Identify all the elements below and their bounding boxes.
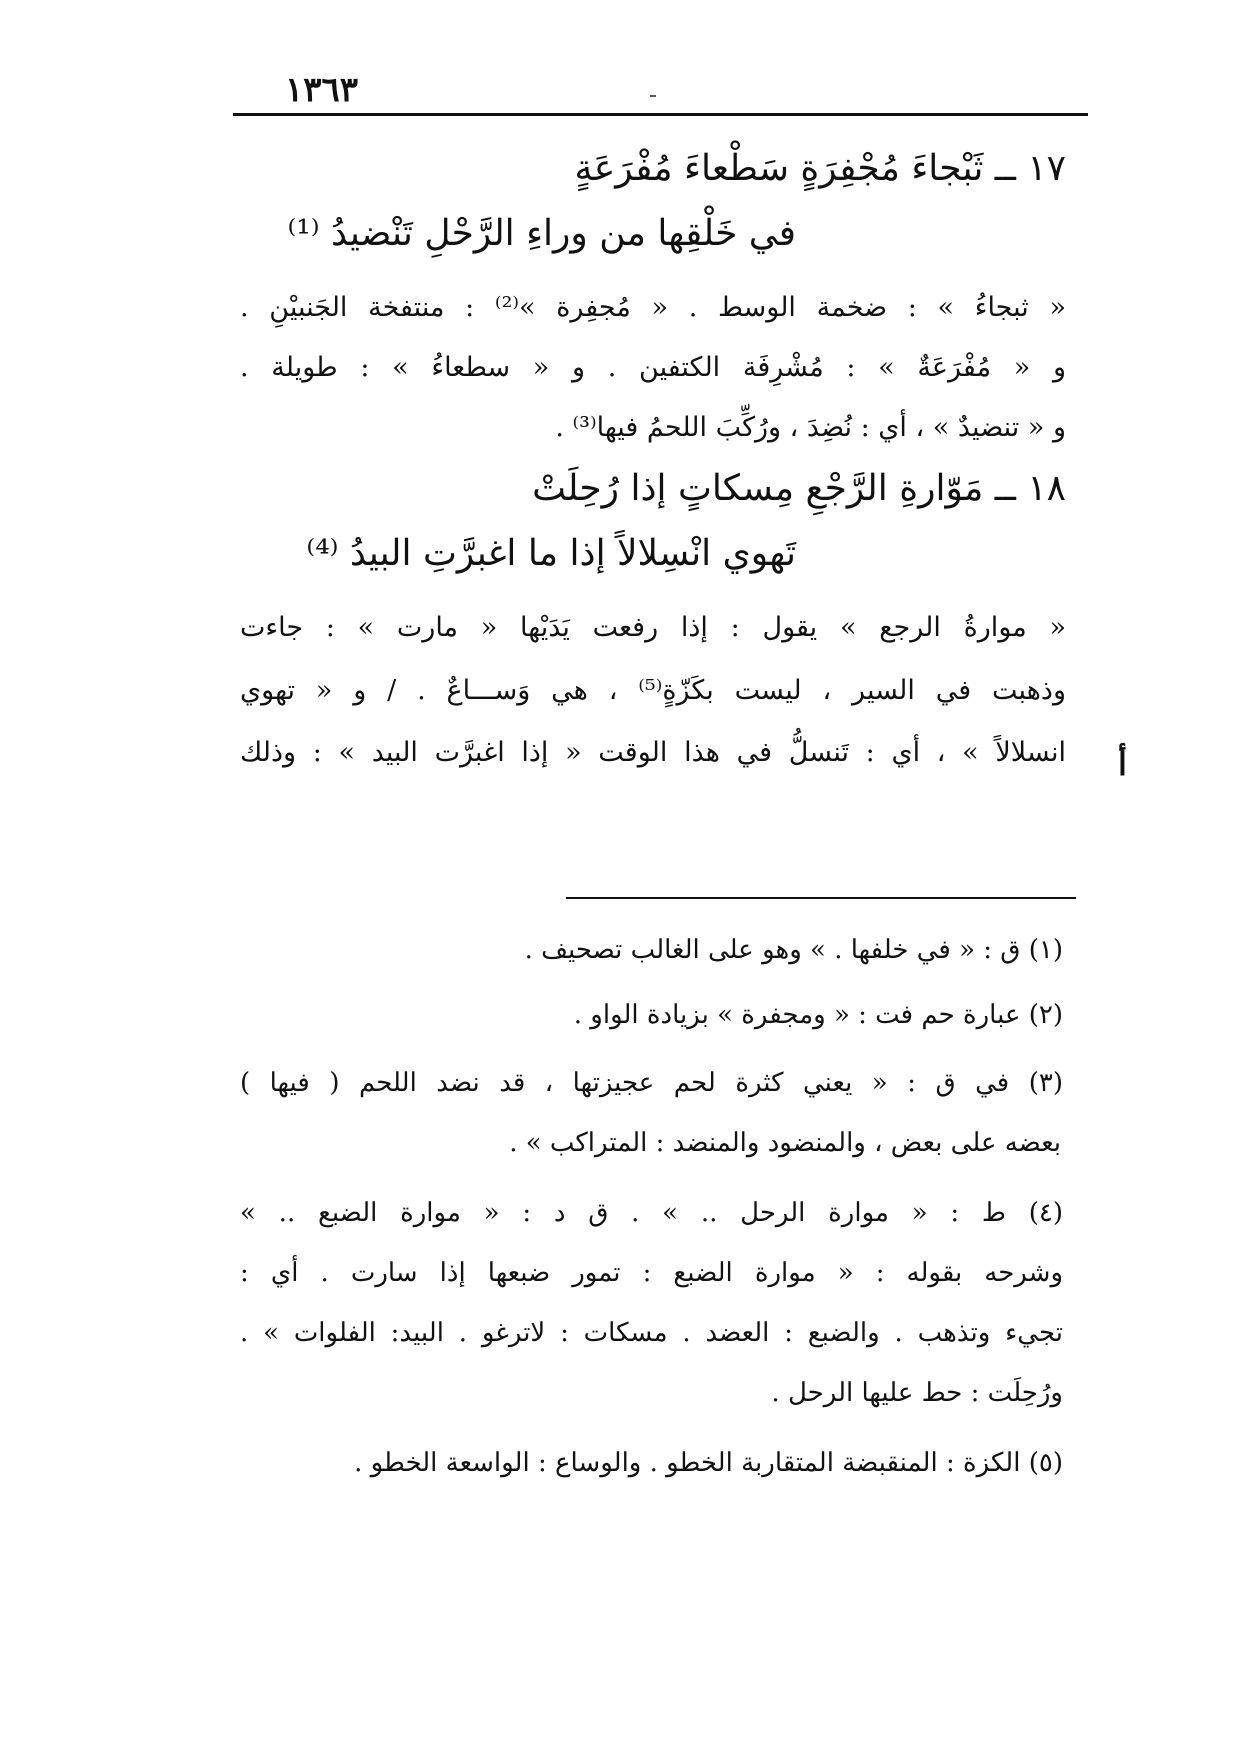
footnote-2: (٢) عبارة حم فت : « ومجفرة » بزيادة الواو . [573, 1000, 1063, 1030]
scan-mark [650, 95, 656, 97]
commentary-17-line-3: و « تنضيدٌ » ، أي : نُضِدَ ، ورُكِّبَ اللحمُ فيها⁽³⁾ . [555, 412, 1066, 443]
page-number: ١٣٦٣ [285, 70, 359, 110]
footnote-3-line-1: (٣) في ق : « يعني كثرة لحم عجيزتها ، قد نضد اللحم ( فيها ) [240, 1068, 1063, 1098]
commentary-18-line-3: انسلالاً » ، أي : تَنسلُّ في هذا الوقت « إذا اغبرَّت البيد » : وذلك [240, 737, 1066, 768]
commentary-18-line-1: « موارةُ الرجع » يقول : إذا رفعت يَدَيْها « مارت » : جاءت [240, 612, 1066, 643]
verse-17-line-2: في خَلْقِها من وراءِ الرَّحْلِ تَنْضيدُ ⁽¹⁾ [287, 213, 796, 254]
footnote-4-line-2: وشرحه بقوله : « موارة الضبع : تمور ضبعها إذا سارت . أي : [240, 1258, 1063, 1288]
verse-18-line-1: ١٨ ــ مَوّارةِ الرَّجْعِ مِسكاتٍ إذا رُحِلَتْ [532, 468, 1066, 509]
verse-17-line-1: ١٧ ــ ثَبْجاءَ مُجْفِرَةٍ سَطْعاءَ مُفْرَعَةٍ [574, 148, 1066, 189]
commentary-17-line-1: « ثبجاءُ » : ضخمة الوسط . « مُجفِرة »⁽²⁾ : منتفخة الجَنبيْنِ . [240, 292, 1066, 323]
footnote-5: (٥) الكزة : المنقبضة المتقاربة الخطو . والوساع : الواسعة الخطو . [354, 1448, 1063, 1478]
margin-folio-mark: أ [1118, 745, 1127, 783]
footnote-4-line-1: (٤) ط : « موارة الرحل .. » . ق د : « موارة الضبع .. » [240, 1198, 1063, 1228]
footnote-1: (١) ق : « في خلفها . » وهو على الغالب تصحيف . [524, 935, 1063, 965]
footnote-rule [566, 897, 1076, 899]
footnote-3-line-2: بعضه على بعض ، والمنضود والمنضد : المتراكب » . [509, 1128, 1061, 1158]
verse-18-line-2: تَهوي انْسِلالاً إذا ما اغبرَّتِ البيدُ ⁽⁴⁾ [306, 533, 796, 574]
footnote-4-line-4: ورُحِلَت : حط عليها الرحل . [771, 1378, 1063, 1408]
commentary-17-line-2: و « مُفْرَعَةٌ » : مُشْرِفَة الكتفين . و « سطعاءُ » : طويلة . [240, 352, 1066, 383]
header-rule [233, 113, 1088, 116]
footnote-4-line-3: تجيء وتذهب . والضبع : العضد . مسكات : لاترغو . البيد: الفلوات » . [240, 1318, 1063, 1348]
commentary-18-line-2: وذهبت في السير ، ليست بكَزّةٍ⁽⁵⁾ ، هي وَســـاعٌ . / و « تهوي [240, 675, 1066, 706]
